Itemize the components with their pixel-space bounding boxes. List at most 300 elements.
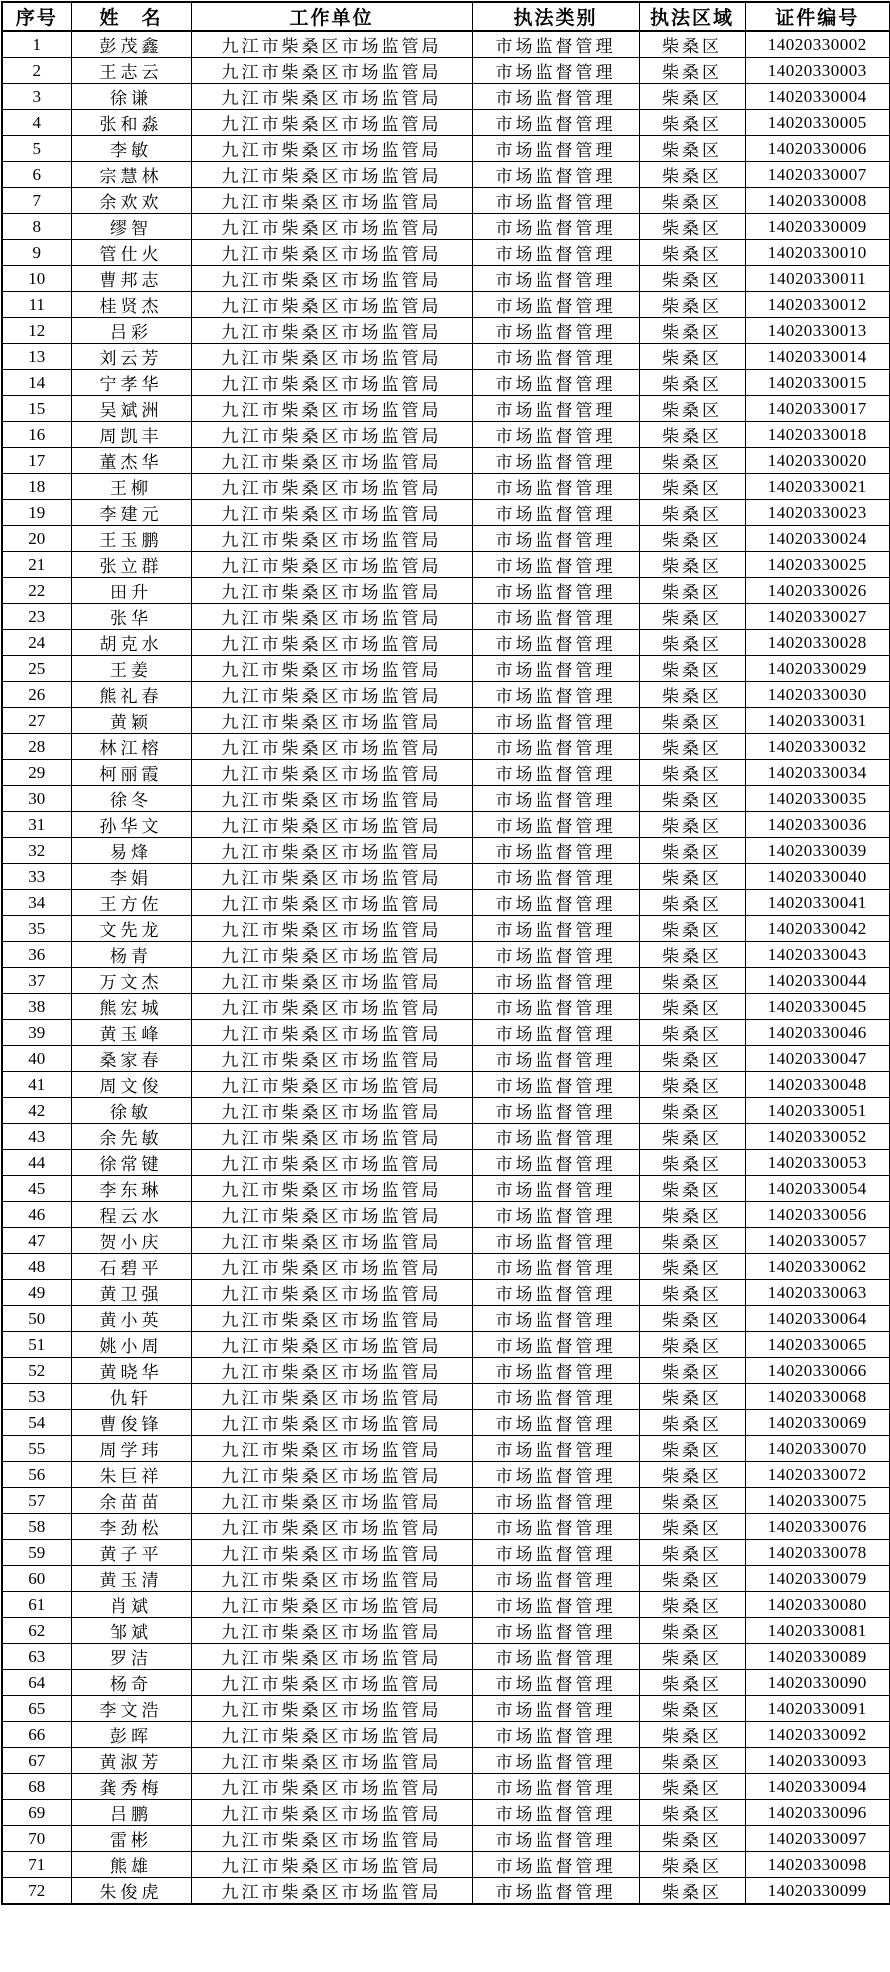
cell-category: 市场监督管理 — [472, 1566, 639, 1592]
header-region: 执法区域 — [639, 2, 745, 31]
cell-cert-no: 14020330090 — [745, 1670, 890, 1696]
cell-unit: 九江市柴桑区市场监管局 — [191, 578, 472, 604]
cell-cert-no: 14020330063 — [745, 1280, 890, 1306]
cell-index: 47 — [2, 1228, 71, 1254]
table-row — [2, 890, 890, 916]
table-row — [2, 994, 890, 1020]
cell-unit: 九江市柴桑区市场监管局 — [191, 58, 472, 84]
cell-cert-no: 14020330014 — [745, 344, 890, 370]
cell-index: 10 — [2, 266, 71, 292]
cell-cert-no: 14020330045 — [745, 994, 890, 1020]
cell-unit: 九江市柴桑区市场监管局 — [191, 552, 472, 578]
cell-cert-no: 14020330078 — [745, 1540, 890, 1566]
table-row — [2, 838, 890, 864]
cell-name: 胡克水 — [71, 630, 191, 656]
cell-region: 柴桑区 — [639, 240, 745, 266]
cell-name: 周凯丰 — [71, 422, 191, 448]
cell-category: 市场监督管理 — [472, 1332, 639, 1358]
cell-name: 余欢欢 — [71, 188, 191, 214]
cell-cert-no: 14020330054 — [745, 1176, 890, 1202]
cell-name: 张华 — [71, 604, 191, 630]
cell-category: 市场监督管理 — [472, 84, 639, 110]
cell-cert-no: 14020330053 — [745, 1150, 890, 1176]
cell-name: 吴斌洲 — [71, 396, 191, 422]
table-row — [2, 1644, 890, 1670]
cell-unit: 九江市柴桑区市场监管局 — [191, 188, 472, 214]
cell-region: 柴桑区 — [639, 708, 745, 734]
cell-index: 7 — [2, 188, 71, 214]
cell-cert-no: 14020330020 — [745, 448, 890, 474]
cell-unit: 九江市柴桑区市场监管局 — [191, 1202, 472, 1228]
cell-index: 28 — [2, 734, 71, 760]
cell-unit: 九江市柴桑区市场监管局 — [191, 994, 472, 1020]
table-row — [2, 1020, 890, 1046]
cell-category: 市场监督管理 — [472, 1644, 639, 1670]
cell-name: 黄卫强 — [71, 1280, 191, 1306]
cell-category: 市场监督管理 — [472, 968, 639, 994]
cell-index: 64 — [2, 1670, 71, 1696]
cell-category: 市场监督管理 — [472, 266, 639, 292]
cell-cert-no: 14020330003 — [745, 58, 890, 84]
table-row — [2, 1462, 890, 1488]
cell-cert-no: 14020330009 — [745, 214, 890, 240]
cell-cert-no: 14020330065 — [745, 1332, 890, 1358]
cell-unit: 九江市柴桑区市场监管局 — [191, 214, 472, 240]
cell-cert-no: 14020330015 — [745, 370, 890, 396]
cell-unit: 九江市柴桑区市场监管局 — [191, 266, 472, 292]
table-row — [2, 1046, 890, 1072]
cell-region: 柴桑区 — [639, 1176, 745, 1202]
cell-unit: 九江市柴桑区市场监管局 — [191, 1722, 472, 1748]
header-index: 序号 — [2, 2, 71, 31]
table-row — [2, 292, 890, 318]
cell-name: 缪智 — [71, 214, 191, 240]
cell-name: 黄淑芳 — [71, 1748, 191, 1774]
cell-name: 宁孝华 — [71, 370, 191, 396]
cell-unit: 九江市柴桑区市场监管局 — [191, 1020, 472, 1046]
table-row — [2, 604, 890, 630]
cell-index: 18 — [2, 474, 71, 500]
table-row — [2, 552, 890, 578]
cell-category: 市场监督管理 — [472, 1436, 639, 1462]
cell-region: 柴桑区 — [639, 370, 745, 396]
cell-region: 柴桑区 — [639, 1436, 745, 1462]
cell-category: 市场监督管理 — [472, 1072, 639, 1098]
cell-cert-no: 14020330029 — [745, 656, 890, 682]
cell-region: 柴桑区 — [639, 760, 745, 786]
cell-name: 李娟 — [71, 864, 191, 890]
table-row — [2, 1592, 890, 1618]
cell-category: 市场监督管理 — [472, 162, 639, 188]
table-row — [2, 1618, 890, 1644]
cell-unit: 九江市柴桑区市场监管局 — [191, 1098, 472, 1124]
cell-name: 杨青 — [71, 942, 191, 968]
cell-region: 柴桑区 — [639, 474, 745, 500]
cell-region: 柴桑区 — [639, 318, 745, 344]
cell-region: 柴桑区 — [639, 786, 745, 812]
cell-index: 6 — [2, 162, 71, 188]
cell-category: 市场监督管理 — [472, 1462, 639, 1488]
cell-category: 市场监督管理 — [472, 500, 639, 526]
cell-category: 市场监督管理 — [472, 422, 639, 448]
cell-name: 余苗苗 — [71, 1488, 191, 1514]
cell-name: 刘云芳 — [71, 344, 191, 370]
cell-index: 27 — [2, 708, 71, 734]
cell-index: 15 — [2, 396, 71, 422]
cell-name: 文先龙 — [71, 916, 191, 942]
cell-cert-no: 14020330031 — [745, 708, 890, 734]
cell-region: 柴桑区 — [639, 214, 745, 240]
cell-region: 柴桑区 — [639, 1098, 745, 1124]
table-row — [2, 500, 890, 526]
cell-region: 柴桑区 — [639, 188, 745, 214]
cell-category: 市场监督管理 — [472, 1748, 639, 1774]
cell-cert-no: 14020330094 — [745, 1774, 890, 1800]
cell-category: 市场监督管理 — [472, 396, 639, 422]
cell-name: 周文俊 — [71, 1072, 191, 1098]
cell-name: 万文杰 — [71, 968, 191, 994]
cell-region: 柴桑区 — [639, 31, 745, 58]
cell-region: 柴桑区 — [639, 734, 745, 760]
cell-region: 柴桑区 — [639, 1462, 745, 1488]
cell-cert-no: 14020330080 — [745, 1592, 890, 1618]
cell-region: 柴桑区 — [639, 1228, 745, 1254]
cell-unit: 九江市柴桑区市场监管局 — [191, 656, 472, 682]
cell-cert-no: 14020330005 — [745, 110, 890, 136]
cell-category: 市场监督管理 — [472, 994, 639, 1020]
cell-cert-no: 14020330036 — [745, 812, 890, 838]
cell-name: 王姜 — [71, 656, 191, 682]
table-row — [2, 526, 890, 552]
cell-region: 柴桑区 — [639, 500, 745, 526]
cell-region: 柴桑区 — [639, 266, 745, 292]
cell-index: 1 — [2, 31, 71, 58]
cell-name: 王柳 — [71, 474, 191, 500]
header-name: 姓 名 — [71, 2, 191, 31]
cell-cert-no: 14020330048 — [745, 1072, 890, 1098]
cell-unit: 九江市柴桑区市场监管局 — [191, 682, 472, 708]
table-row — [2, 370, 890, 396]
cell-index: 48 — [2, 1254, 71, 1280]
cell-unit: 九江市柴桑区市场监管局 — [191, 448, 472, 474]
cell-name: 桂贤杰 — [71, 292, 191, 318]
table-row — [2, 812, 890, 838]
cell-category: 市场监督管理 — [472, 1618, 639, 1644]
cell-cert-no: 14020330027 — [745, 604, 890, 630]
cell-unit: 九江市柴桑区市场监管局 — [191, 1306, 472, 1332]
cell-region: 柴桑区 — [639, 162, 745, 188]
cell-region: 柴桑区 — [639, 1046, 745, 1072]
cell-region: 柴桑区 — [639, 994, 745, 1020]
table-row — [2, 578, 890, 604]
cell-cert-no: 14020330069 — [745, 1410, 890, 1436]
table-row — [2, 1566, 890, 1592]
cell-region: 柴桑区 — [639, 1306, 745, 1332]
cell-category: 市场监督管理 — [472, 526, 639, 552]
cell-cert-no: 14020330064 — [745, 1306, 890, 1332]
cell-region: 柴桑区 — [639, 890, 745, 916]
cell-name: 吕鹏 — [71, 1800, 191, 1826]
table-row — [2, 1384, 890, 1410]
cell-index: 33 — [2, 864, 71, 890]
cell-unit: 九江市柴桑区市场监管局 — [191, 734, 472, 760]
cell-index: 17 — [2, 448, 71, 474]
table-row — [2, 188, 890, 214]
cell-unit: 九江市柴桑区市场监管局 — [191, 1462, 472, 1488]
cell-index: 20 — [2, 526, 71, 552]
table-row — [2, 1124, 890, 1150]
cell-region: 柴桑区 — [639, 1878, 745, 1905]
cell-unit: 九江市柴桑区市场监管局 — [191, 1878, 472, 1905]
cell-unit: 九江市柴桑区市场监管局 — [191, 1826, 472, 1852]
cell-index: 42 — [2, 1098, 71, 1124]
cell-unit: 九江市柴桑区市场监管局 — [191, 786, 472, 812]
cell-unit: 九江市柴桑区市场监管局 — [191, 760, 472, 786]
cell-region: 柴桑区 — [639, 916, 745, 942]
cell-category: 市场监督管理 — [472, 110, 639, 136]
cell-unit: 九江市柴桑区市场监管局 — [191, 1488, 472, 1514]
cell-category: 市场监督管理 — [472, 1878, 639, 1905]
cell-name: 龚秀梅 — [71, 1774, 191, 1800]
cell-cert-no: 14020330075 — [745, 1488, 890, 1514]
cell-index: 30 — [2, 786, 71, 812]
cell-region: 柴桑区 — [639, 812, 745, 838]
cell-unit: 九江市柴桑区市场监管局 — [191, 1358, 472, 1384]
table-row — [2, 396, 890, 422]
cell-region: 柴桑区 — [639, 110, 745, 136]
cell-name: 桑家春 — [71, 1046, 191, 1072]
cell-region: 柴桑区 — [639, 942, 745, 968]
cell-unit: 九江市柴桑区市场监管局 — [191, 1592, 472, 1618]
cell-category: 市场监督管理 — [472, 630, 639, 656]
cell-category: 市场监督管理 — [472, 1696, 639, 1722]
cell-cert-no: 14020330089 — [745, 1644, 890, 1670]
cell-category: 市场监督管理 — [472, 682, 639, 708]
table-header — [2, 2, 890, 31]
cell-category: 市场监督管理 — [472, 292, 639, 318]
cell-region: 柴桑区 — [639, 1332, 745, 1358]
cell-index: 29 — [2, 760, 71, 786]
cell-cert-no: 14020330024 — [745, 526, 890, 552]
cell-category: 市场监督管理 — [472, 1722, 639, 1748]
cell-index: 25 — [2, 656, 71, 682]
cell-index: 65 — [2, 1696, 71, 1722]
cell-region: 柴桑区 — [639, 448, 745, 474]
cell-region: 柴桑区 — [639, 1748, 745, 1774]
cell-cert-no: 14020330004 — [745, 84, 890, 110]
cell-category: 市场监督管理 — [472, 1020, 639, 1046]
cell-cert-no: 14020330013 — [745, 318, 890, 344]
cell-name: 黄玉清 — [71, 1566, 191, 1592]
cell-unit: 九江市柴桑区市场监管局 — [191, 136, 472, 162]
table-row — [2, 1670, 890, 1696]
cell-category: 市场监督管理 — [472, 1046, 639, 1072]
cell-region: 柴桑区 — [639, 292, 745, 318]
cell-cert-no: 14020330032 — [745, 734, 890, 760]
table-row — [2, 942, 890, 968]
cell-index: 71 — [2, 1852, 71, 1878]
cell-category: 市场监督管理 — [472, 890, 639, 916]
cell-index: 35 — [2, 916, 71, 942]
cell-region: 柴桑区 — [639, 578, 745, 604]
cell-region: 柴桑区 — [639, 864, 745, 890]
table-row — [2, 1072, 890, 1098]
table-row — [2, 708, 890, 734]
cell-name: 王玉鹏 — [71, 526, 191, 552]
cell-index: 60 — [2, 1566, 71, 1592]
cell-unit: 九江市柴桑区市场监管局 — [191, 318, 472, 344]
cell-name: 黄子平 — [71, 1540, 191, 1566]
cell-cert-no: 14020330025 — [745, 552, 890, 578]
cell-region: 柴桑区 — [639, 1124, 745, 1150]
cell-region: 柴桑区 — [639, 526, 745, 552]
cell-name: 周学玮 — [71, 1436, 191, 1462]
cell-unit: 九江市柴桑区市场监管局 — [191, 1670, 472, 1696]
cell-name: 熊宏城 — [71, 994, 191, 1020]
table-row — [2, 734, 890, 760]
cell-cert-no: 14020330096 — [745, 1800, 890, 1826]
cell-category: 市场监督管理 — [472, 214, 639, 240]
cell-unit: 九江市柴桑区市场监管局 — [191, 396, 472, 422]
cell-cert-no: 14020330039 — [745, 838, 890, 864]
table-row — [2, 864, 890, 890]
cell-region: 柴桑区 — [639, 1020, 745, 1046]
cell-unit: 九江市柴桑区市场监管局 — [191, 1410, 472, 1436]
cell-index: 11 — [2, 292, 71, 318]
cell-unit: 九江市柴桑区市场监管局 — [191, 1124, 472, 1150]
cell-unit: 九江市柴桑区市场监管局 — [191, 110, 472, 136]
cell-cert-no: 14020330044 — [745, 968, 890, 994]
cell-name: 李敏 — [71, 136, 191, 162]
cell-category: 市场监督管理 — [472, 760, 639, 786]
cell-region: 柴桑区 — [639, 552, 745, 578]
cell-category: 市场监督管理 — [472, 1826, 639, 1852]
cell-cert-no: 14020330093 — [745, 1748, 890, 1774]
cell-unit: 九江市柴桑区市场监管局 — [191, 240, 472, 266]
cell-name: 仇轩 — [71, 1384, 191, 1410]
cell-cert-no: 14020330072 — [745, 1462, 890, 1488]
cell-name: 朱巨祥 — [71, 1462, 191, 1488]
cell-category: 市场监督管理 — [472, 318, 639, 344]
cell-name: 曹邦志 — [71, 266, 191, 292]
cell-category: 市场监督管理 — [472, 136, 639, 162]
cell-region: 柴桑区 — [639, 1618, 745, 1644]
cell-region: 柴桑区 — [639, 1774, 745, 1800]
table-row — [2, 240, 890, 266]
cell-name: 柯丽霞 — [71, 760, 191, 786]
cell-category: 市场监督管理 — [472, 1852, 639, 1878]
table-row — [2, 31, 890, 58]
cell-unit: 九江市柴桑区市场监管局 — [191, 708, 472, 734]
cell-category: 市场监督管理 — [472, 1358, 639, 1384]
cell-cert-no: 14020330011 — [745, 266, 890, 292]
cell-index: 45 — [2, 1176, 71, 1202]
cell-cert-no: 14020330040 — [745, 864, 890, 890]
cell-cert-no: 14020330002 — [745, 31, 890, 58]
cell-category: 市场监督管理 — [472, 474, 639, 500]
cell-region: 柴桑区 — [639, 1384, 745, 1410]
cell-name: 李文浩 — [71, 1696, 191, 1722]
cell-name: 石碧平 — [71, 1254, 191, 1280]
cell-region: 柴桑区 — [639, 604, 745, 630]
cell-unit: 九江市柴桑区市场监管局 — [191, 1332, 472, 1358]
cell-name: 贺小庆 — [71, 1228, 191, 1254]
cell-region: 柴桑区 — [639, 968, 745, 994]
table-row — [2, 968, 890, 994]
cell-cert-no: 14020330081 — [745, 1618, 890, 1644]
table-row — [2, 1280, 890, 1306]
cell-name: 张立群 — [71, 552, 191, 578]
cell-unit: 九江市柴桑区市场监管局 — [191, 1280, 472, 1306]
cell-category: 市场监督管理 — [472, 31, 639, 58]
cell-cert-no: 14020330026 — [745, 578, 890, 604]
table-body — [2, 31, 890, 1904]
table-row — [2, 318, 890, 344]
cell-name: 吕彩 — [71, 318, 191, 344]
cell-region: 柴桑区 — [639, 1592, 745, 1618]
cell-region: 柴桑区 — [639, 1202, 745, 1228]
cell-cert-no: 14020330006 — [745, 136, 890, 162]
table-row — [2, 1332, 890, 1358]
cell-region: 柴桑区 — [639, 656, 745, 682]
cell-category: 市场监督管理 — [472, 1280, 639, 1306]
cell-index: 37 — [2, 968, 71, 994]
table-row — [2, 162, 890, 188]
cell-index: 44 — [2, 1150, 71, 1176]
cell-cert-no: 14020330066 — [745, 1358, 890, 1384]
cell-region: 柴桑区 — [639, 1514, 745, 1540]
cell-index: 12 — [2, 318, 71, 344]
cell-index: 34 — [2, 890, 71, 916]
cell-index: 62 — [2, 1618, 71, 1644]
cell-category: 市场监督管理 — [472, 1514, 639, 1540]
cell-name: 孙华文 — [71, 812, 191, 838]
cell-region: 柴桑区 — [639, 1722, 745, 1748]
cell-name: 黄颖 — [71, 708, 191, 734]
cell-unit: 九江市柴桑区市场监管局 — [191, 1514, 472, 1540]
table-row — [2, 1540, 890, 1566]
cell-category: 市场监督管理 — [472, 1488, 639, 1514]
cell-category: 市场监督管理 — [472, 916, 639, 942]
cell-name: 王志云 — [71, 58, 191, 84]
cell-category: 市场监督管理 — [472, 58, 639, 84]
table-row — [2, 1254, 890, 1280]
cell-category: 市场监督管理 — [472, 1670, 639, 1696]
table-row — [2, 1800, 890, 1826]
cell-unit: 九江市柴桑区市场监管局 — [191, 1254, 472, 1280]
cell-region: 柴桑区 — [639, 1696, 745, 1722]
cell-index: 5 — [2, 136, 71, 162]
cell-unit: 九江市柴桑区市场监管局 — [191, 1072, 472, 1098]
cell-region: 柴桑区 — [639, 84, 745, 110]
cell-index: 36 — [2, 942, 71, 968]
cell-index: 55 — [2, 1436, 71, 1462]
cell-cert-no: 14020330034 — [745, 760, 890, 786]
cell-category: 市场监督管理 — [472, 1124, 639, 1150]
cell-cert-no: 14020330091 — [745, 1696, 890, 1722]
cell-unit: 九江市柴桑区市场监管局 — [191, 968, 472, 994]
cell-index: 54 — [2, 1410, 71, 1436]
cell-index: 70 — [2, 1826, 71, 1852]
cell-category: 市场监督管理 — [472, 1202, 639, 1228]
cell-cert-no: 14020330099 — [745, 1878, 890, 1905]
cell-category: 市场监督管理 — [472, 1306, 639, 1332]
cell-name: 徐谦 — [71, 84, 191, 110]
cell-name: 徐冬 — [71, 786, 191, 812]
cell-unit: 九江市柴桑区市场监管局 — [191, 1566, 472, 1592]
cell-name: 易烽 — [71, 838, 191, 864]
table-row — [2, 786, 890, 812]
